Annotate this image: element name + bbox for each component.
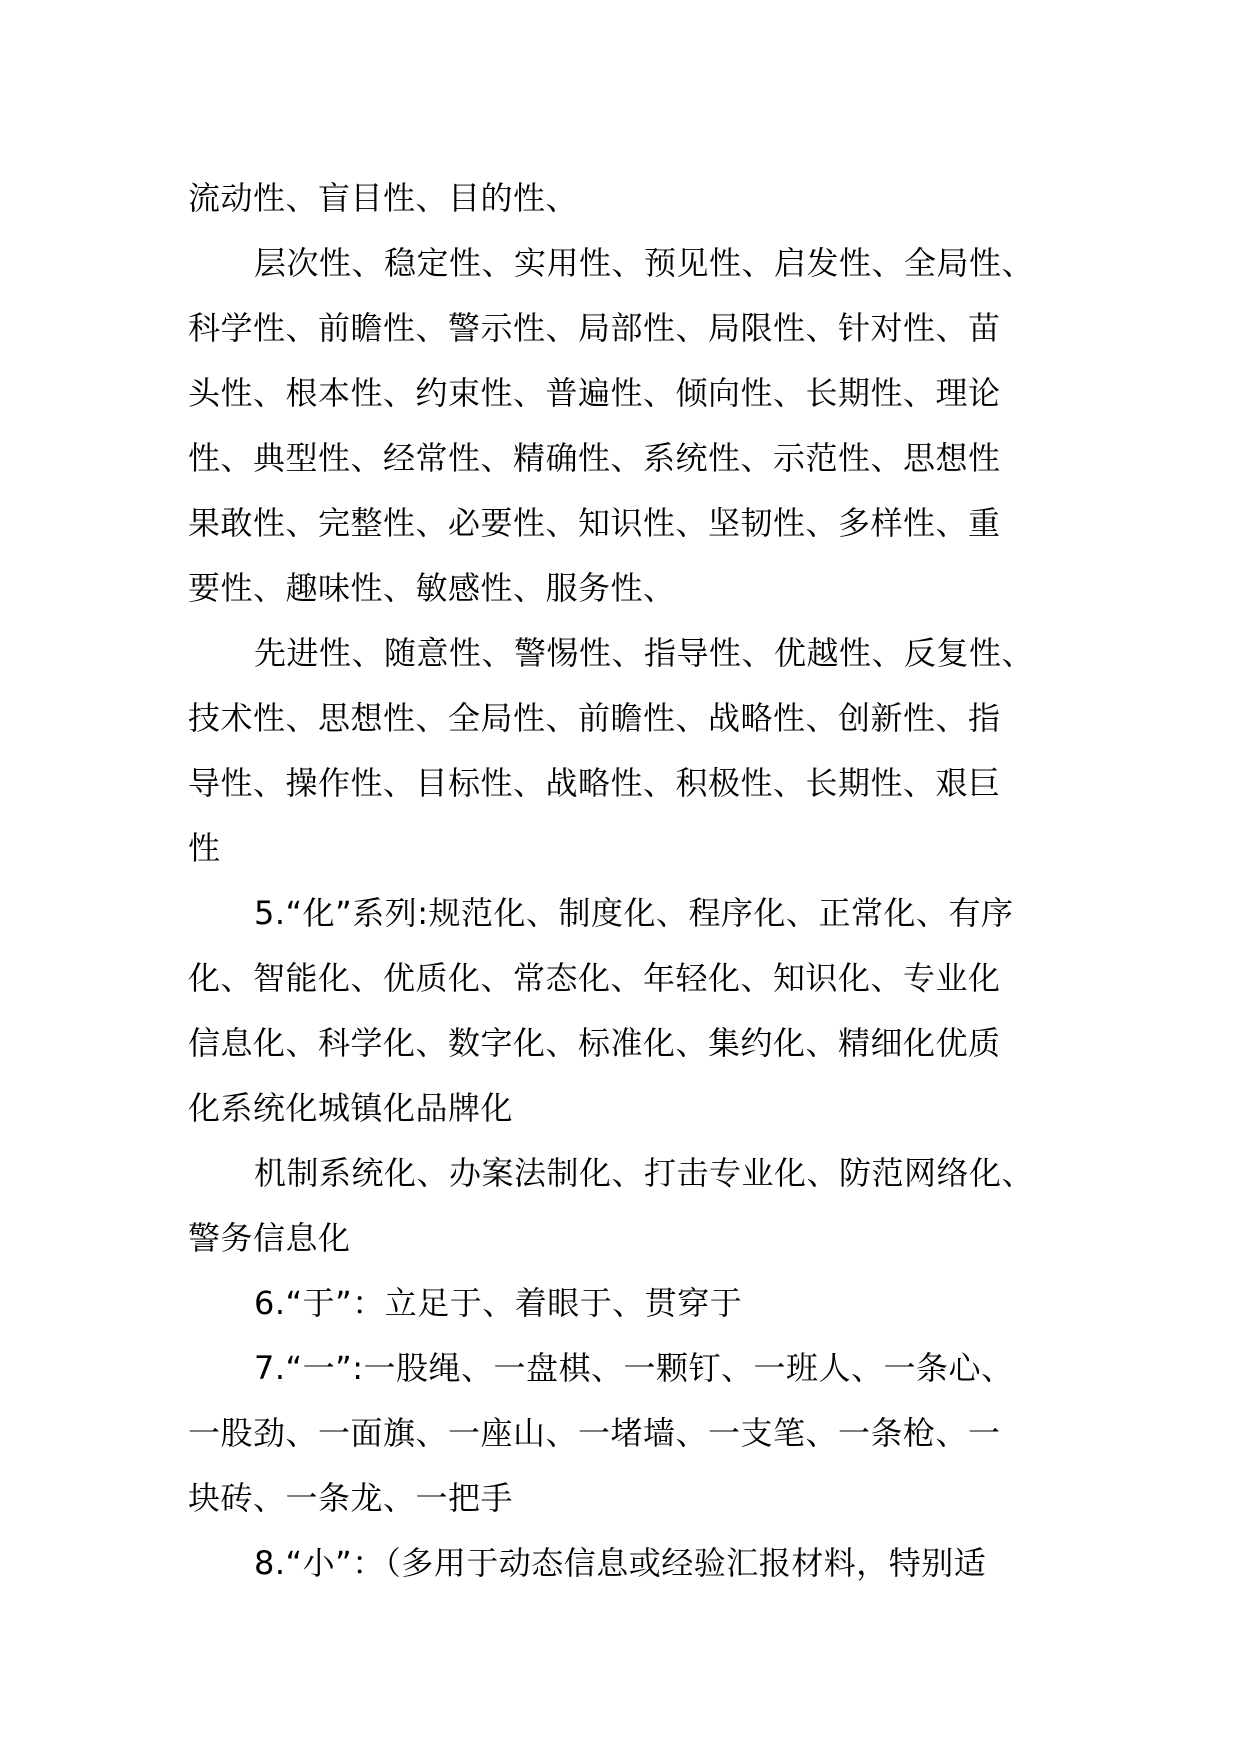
text-line: 机制系统化、办案法制化、打击专业化、防范网络化、: [254, 1154, 1035, 1192]
text-line: 头性、根本性、约束性、普遍性、倾向性、长期性、理论: [188, 374, 1001, 412]
text-line: 6.“于”：立足于、着眼于、贯穿于: [254, 1284, 743, 1322]
text-line: 一股劲、一面旗、一座山、一堵墙、一支笔、一条枪、一: [188, 1414, 1001, 1452]
text-line: 果敢性、完整性、必要性、知识性、坚韧性、多样性、重: [188, 504, 1001, 542]
document-body: [188, 166, 1078, 1596]
text-line: 化、智能化、优质化、常态化、年轻化、知识化、专业化: [188, 959, 1001, 997]
text-line: 8.“小”：（多用于动态信息或经验汇报材料，特别适: [254, 1544, 987, 1582]
text-line: 5.“化”系列:规范化、制度化、程序化、正常化、有序: [254, 894, 1014, 932]
text-line: 块砖、一条龙、一把手: [188, 1479, 514, 1517]
text-line: 先进性、随意性、警惕性、指导性、优越性、反复性、: [254, 634, 1035, 672]
text-line: 7.“一”:一股绳、一盘棋、一颗钉、一班人、一条心、: [254, 1349, 1014, 1387]
text-line: 警务信息化: [188, 1219, 351, 1257]
text-line: 导性、操作性、目标性、战略性、积极性、长期性、艰巨: [188, 764, 1001, 802]
text-line: 流动性、盲目性、目的性、: [188, 179, 579, 217]
text-line: 化系统化城镇化品牌化: [188, 1089, 514, 1127]
text-line: 层次性、稳定性、实用性、预见性、启发性、全局性、: [254, 244, 1035, 282]
text-line: 科学性、前瞻性、警示性、局部性、局限性、针对性、苗: [188, 309, 1001, 347]
text-line: 性: [188, 829, 221, 867]
text-line: 技术性、思想性、全局性、前瞻性、战略性、创新性、指: [188, 699, 1001, 737]
text-line: 性、典型性、经常性、精确性、系统性、示范性、思想性: [188, 439, 1001, 477]
text-line: 要性、趣味性、敏感性、服务性、: [188, 569, 676, 607]
text-line: 信息化、科学化、数字化、标准化、集约化、精细化优质: [188, 1024, 1001, 1062]
